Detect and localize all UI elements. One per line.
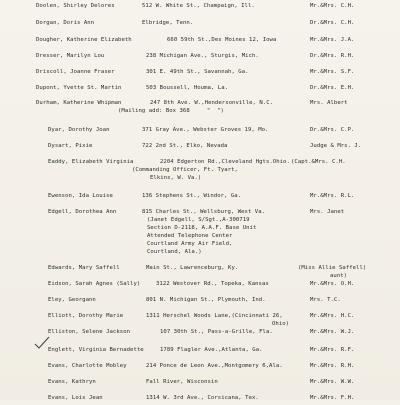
entry-name: Eley, Georgann (48, 297, 96, 303)
entry-name: Dougher, Katherine Elizabeth (36, 37, 132, 43)
entry-address: 371 Gray Ave., Webster Groves 19, Mo. (142, 127, 269, 133)
entry-address: Elbridge, Tenn. (142, 20, 194, 26)
list-item (0, 36, 400, 47)
entry-address: 2204 Edgerton Rd.,Cleveland Hgts.Ohio. (160, 159, 290, 165)
entry-parent: Mr.&Mrs. S.F. (310, 69, 355, 75)
entry-address: 214 Ponce de Leon Ave.,Montgomery 6,Ala. (146, 363, 283, 369)
entry-address: 247 8th Ave. W.,Hendersonville, N.C. (150, 100, 274, 106)
entry-name: Durham, Katherine Whipman (36, 100, 122, 106)
entry-parent: Mr.&Mrs. R.H. (310, 363, 355, 369)
entry-address: 1311 Herschel Woods Lane,(Cincinnati 26, (146, 313, 283, 319)
list-item (0, 52, 400, 63)
entry-name: Englett, Virginia Bernadette (48, 347, 144, 353)
list-item (0, 142, 400, 153)
entry-address: 722 2nd St., Elko, Nevada (142, 143, 228, 149)
entry-address: 107 30th St., Pass-a-Grille, Fla. (160, 329, 273, 335)
entry-name: Eaddy, Elizabeth Virginia (48, 159, 134, 165)
entry-address: 136 Stephens St., Windor, Ga. (142, 193, 242, 199)
entry-name: Evans, Charlotte Mobley (48, 363, 127, 369)
list-item (0, 328, 400, 339)
list-item (0, 280, 400, 291)
entry-parent: Dr.&Mrs. C.H. (310, 20, 355, 26)
entry-parent: Mrs. Janet (310, 209, 345, 215)
entry-parent: Mr.&Mrs. R.L. (310, 193, 355, 199)
check-mark-icon (34, 336, 50, 350)
list-item (0, 192, 400, 203)
entry-address: 238 Michigan Ave., Sturgis, Mich. (146, 53, 259, 59)
entry-name: Dysart, Pixie (48, 143, 93, 149)
entry-parent: Mr.&Mrs. H.C. (310, 313, 355, 319)
entry-address: 512 W. White St., Champaign, Ill. (142, 3, 255, 9)
entry-parent: Judge & Mrs. J. (310, 143, 362, 149)
entry-address-line2: (Janet Edgell, S/Sgt.,A-300719 (147, 217, 250, 223)
entry-address: 815 Charles St., Wellsburg, West Va. (142, 209, 266, 215)
entry-name: Dorgan, Doris Ann (36, 20, 95, 26)
entry-name: Evans, Lois Jean (48, 395, 103, 401)
entry-parent: Mr.&Mrs. R.F. (310, 347, 355, 353)
list-item (0, 19, 400, 30)
entry-name: Edwards, Mary Saffell (48, 265, 120, 271)
entry-address-line5: Courtland Army Air Field, (147, 241, 233, 247)
entry-address: Main St., Lawrenceburg, Ky. (146, 265, 239, 271)
entry-address: 1314 W. 3rd Ave., Corsicana, Tex. (146, 395, 259, 401)
list-item (0, 2, 400, 13)
entry-address: 660 59th St.,Des Moines 12, Iowa (167, 37, 277, 43)
entry-parent: Mrs. T.C. (310, 297, 341, 303)
entry-parent: (Capt.&Mrs. C.H. (291, 159, 346, 165)
list-item (0, 99, 400, 119)
entry-address-line3: Section D-2118, A.A.F. Base Unit (147, 225, 257, 231)
entry-parent: Dr.&Mrs. R.H. (310, 53, 355, 59)
entry-name: Eidson, Sarah Agnes (Sally) (48, 281, 141, 287)
entry-parent: Mr.&Mrs. C.H. (310, 3, 355, 9)
entry-address: 503 Boussell, Houma, La. (146, 85, 229, 91)
list-item (0, 208, 400, 258)
entry-address-line3: Elkins, W. Va.) (150, 175, 202, 181)
entry-name: Evans, Kathryn (48, 379, 96, 385)
entry-parent: (Miss Allie Saffell) (298, 265, 367, 271)
entry-name: Elliott, Dorothy Marie (48, 313, 124, 319)
entry-parent-line2: aunt) (330, 273, 348, 279)
entry-name: Dresser, Marilyn Lou (36, 53, 105, 59)
entry-name: Edgell, Dorothea Ann (48, 209, 117, 215)
entry-parent: Mr.&Mrs. O.H. (310, 281, 355, 287)
list-item (0, 126, 400, 137)
entry-parent: Mr.&Mrs. F.H. (310, 395, 355, 401)
list-item (0, 158, 400, 186)
list-item (0, 362, 400, 373)
entry-name: Driscoll, Joanne Fraser (36, 69, 115, 75)
entry-address: 1789 Flagler Ave.,Atlanta, Ga. (160, 347, 263, 353)
entry-address: Fall River, Wisconsin (146, 379, 218, 385)
list-item (0, 68, 400, 79)
entry-address-line6: Courtland, Ala.) (147, 249, 202, 255)
list-item (0, 378, 400, 389)
entry-parent: Mr.&Mrs. J.A. (310, 37, 355, 43)
list-item (0, 296, 400, 307)
entry-name: Elliston, Selene Jackson (48, 329, 131, 335)
entry-name: Dupont, Yvette St. Martin (36, 85, 122, 91)
entry-address-line2: (Commanding Officer, Ft. Tyart, (132, 167, 238, 173)
entry-address-line4: Attended Telephone Center (147, 233, 233, 239)
entry-name: Ewenson, Ida Louise (48, 193, 113, 199)
entry-name: Dyar, Dorothy Joan (48, 127, 110, 133)
entry-parent: Mr.&Mrs. W.W. (310, 379, 355, 385)
entry-parent: Dr.&Mrs. C.P. (310, 127, 355, 133)
entry-address: 301 E. 49th St., Savannah, Ga. (146, 69, 249, 75)
entry-address: 3122 Westover Rd., Topeka, Kansas (156, 281, 269, 287)
list-item (0, 84, 400, 95)
entry-address-line2: (Mailing add: Box 368 " ") (118, 108, 224, 114)
entry-name: Doolen, Shirley Delores (36, 3, 115, 9)
entry-address: 801 N. Michigan St., Plymouth, Ind. (146, 297, 266, 303)
entry-parent: Mrs. Albert (310, 100, 348, 106)
list-item (0, 346, 400, 357)
entry-address-line2: Ohio) (272, 321, 290, 327)
entry-parent: Mr.&Mrs. W.J. (310, 329, 355, 335)
entry-parent: Dr.&Mrs. E.H. (310, 85, 355, 91)
